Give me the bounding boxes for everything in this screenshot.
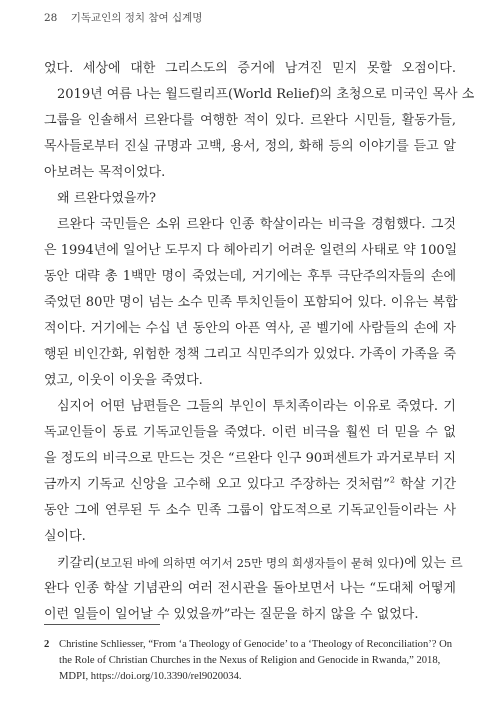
footnote-text: Christine Schliesser, “From ‘a Theology of Genocide’ to a ‘Theology of Reconciliation’? On [59, 639, 453, 650]
text-line: 을 정도의 비극으로 만드는 것은 “르완다 인구 90퍼센트가 과거로부터 지 [44, 451, 457, 466]
text-segment: )에 있는 르 [399, 556, 463, 571]
footnote-divider [44, 624, 160, 625]
text-line: 죽었던 80만 명이 넘는 소수 민족 투치인들이 포함되어 있다. 이유는 복합 [44, 295, 458, 310]
text-line: 동안 그에 연루된 두 소수 민족 그룹이 압도적으로 기독교인들이라는 사 [44, 503, 456, 518]
text-line: 었다. 세상에 대한 그리스도의 증거에 남겨진 믿지 못할 오점이다. [44, 61, 456, 76]
text-line: 왜 르완다였을까? [57, 191, 157, 206]
text-line: 동안 대략 총 1백만 명이 죽었는데, 거기에는 후투 극단주의자들의 손에 [44, 269, 456, 284]
text-line: 행된 비인간화, 위험한 정책 그리고 식민주의가 있었다. 가족이 가족을 죽 [44, 347, 456, 362]
text-segment: 학살 기간 [394, 477, 457, 492]
text-line: 2019년 여름 나는 월드릴리프(World Relief)의 초청으로 미국인 목사 소 [57, 87, 475, 102]
text-line: 그룹을 인솔해서 르완다를 여행한 적이 있다. 르완다 시민들, 활동가들, [44, 113, 456, 128]
text-line [44, 550, 463, 576]
text-line [44, 472, 456, 498]
footnote-line: the Role of Christian Churches in the Nexus of Religion and Genocide in Rwanda,” 2018, [59, 655, 441, 666]
text-line: 심지어 어떤 남편들은 그들의 부인이 투치족이라는 이유로 죽였다. 기 [57, 399, 456, 414]
text-line: 이런 일들이 일어날 수 있었을까”라는 질문을 하지 않을 수 없었다. [44, 607, 419, 622]
text-line: 르완다 국민들은 소위 르완다 인종 학살이라는 비극을 경험했다. 그것 [57, 217, 456, 232]
footnote-reference[interactable]: 2 [389, 475, 395, 485]
footnote-number: 2 [44, 639, 50, 650]
book-title: 기독교인의 정치 참여 십계명 [70, 12, 203, 24]
parenthetical-note: 보고된 바에 의하면 여기서 25만 명의 희생자들이 묻혀 있다 [99, 556, 400, 570]
footnote-line [44, 637, 456, 653]
text-line: 독교인들이 동료 기독교인들을 죽였다. 이런 비극을 훨씬 더 믿을 수 없 [44, 425, 456, 440]
text-line: 은 1994년에 일어난 도무지 다 헤아리기 어려운 일련의 사태로 약 100일 [44, 243, 458, 258]
page-number: 28 [44, 12, 58, 24]
text-line: 완다 인종 학살 기념관의 여러 전시관을 돌아보면서 나는 “도대체 어떻게 [44, 581, 456, 596]
text-line: 였고, 이웃이 이웃을 죽였다. [44, 373, 203, 388]
text-line: 적이다. 거기에는 수십 년 동안의 아픈 역사, 곧 벨기에 사람들의 손에 자 [44, 321, 456, 336]
text-segment: 금까지 기독교 신앙을 고수해 오고 있다고 주장하는 것처럼” [44, 477, 390, 492]
running-header [44, 10, 202, 25]
footnote-line: MDPI, https://doi.org/10.3390/rel9020034. [59, 671, 242, 682]
text-line: 아보려는 목적이었다. [44, 165, 166, 180]
text-segment: 키갈리( [57, 556, 100, 571]
text-line: 실이다. [44, 529, 86, 544]
text-line: 목사들로부터 진실 규명과 고백, 용서, 정의, 화해 등의 이야기를 듣고 알 [44, 139, 456, 154]
body-text [44, 56, 475, 628]
footnote [44, 637, 456, 685]
